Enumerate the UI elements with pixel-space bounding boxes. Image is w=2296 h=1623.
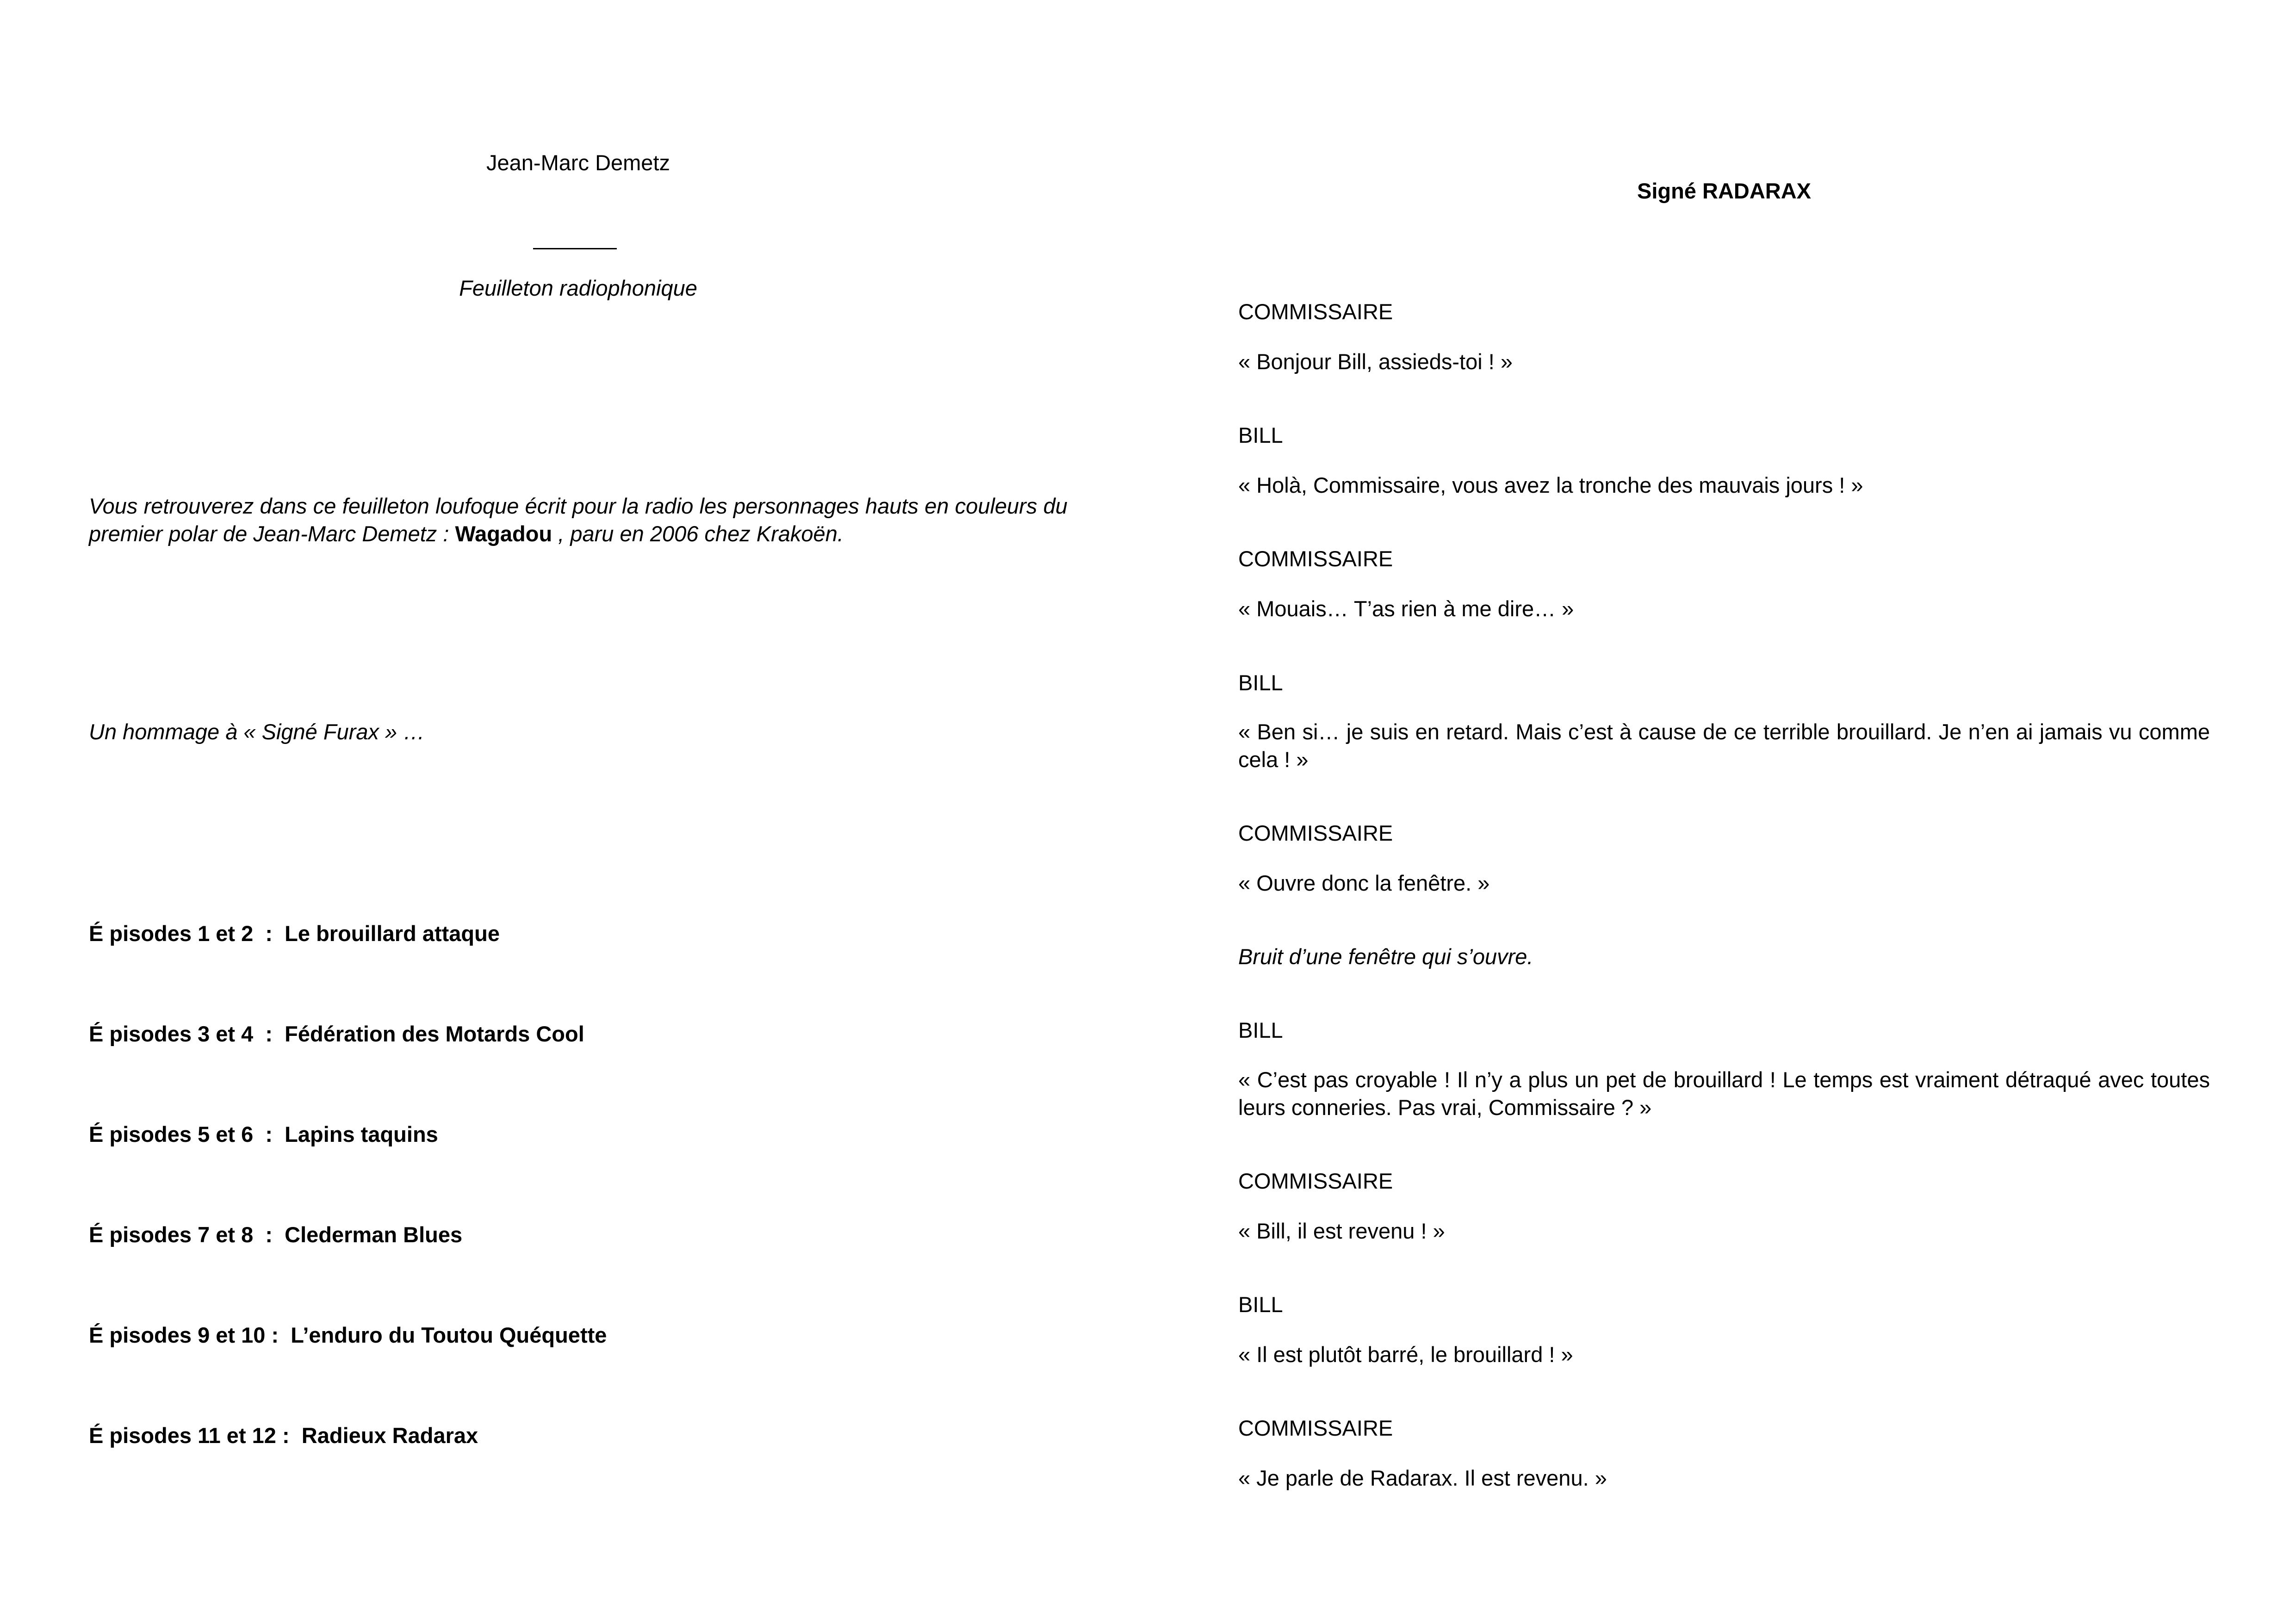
- episode-item: [89, 1221, 1014, 1249]
- episode-title: Lapins taquins: [285, 1122, 438, 1146]
- episode-number: É pisodes 7 et 8 :: [89, 1222, 273, 1247]
- dialogue-line: « Bonjour Bill, assieds-toi ! »: [1238, 349, 1513, 374]
- episode-title: Le brouillard attaque: [285, 921, 500, 946]
- speaker-name: BILL: [1238, 670, 1283, 695]
- intro-paragraph: [89, 492, 1067, 548]
- episode-item: [89, 1020, 1014, 1048]
- tribute-line: Un hommage à « Signé Furax » …: [89, 719, 425, 744]
- episode-item: [89, 1422, 1014, 1450]
- dialogue-line: « C’est pas croyable ! Il n’y a plus un pet de brouillard ! Le temps est vraiment détraqué avec toutes leurs conneries. Pas vrai, Commissaire ? »: [1238, 1067, 2210, 1120]
- episode-title: Radieux Radarax: [301, 1423, 478, 1448]
- book-title: Wagadou: [455, 521, 552, 546]
- episode-item: [89, 1321, 1014, 1349]
- speaker-name: BILL: [1238, 423, 1283, 447]
- speaker-name: COMMISSAIRE: [1238, 1169, 1393, 1193]
- speaker-name: COMMISSAIRE: [1238, 1416, 1393, 1440]
- episode-number: É pisodes 5 et 6 :: [89, 1122, 273, 1146]
- dialogue-line: « Holà, Commissaire, vous avez la tronche des mauvais jours ! »: [1238, 473, 1863, 497]
- intro-text-after: , paru en 2006 chez Krakoën.: [552, 521, 844, 546]
- episode-item: [89, 920, 1014, 948]
- speaker-name: BILL: [1238, 1292, 1283, 1317]
- dialogue-line: « Ouvre donc la fenêtre. »: [1238, 871, 1490, 895]
- separator-rule: [533, 248, 617, 249]
- author-name: Jean-Marc Demetz: [486, 150, 670, 175]
- dialogue-line: « Il est plutôt barré, le brouillard ! »: [1238, 1342, 1573, 1367]
- script-title: Signé RADARAX: [1637, 179, 1812, 203]
- genre-subtitle: Feuilleton radiophonique: [459, 276, 697, 300]
- episode-number: É pisodes 9 et 10 :: [89, 1323, 279, 1347]
- dialogue-line: « Bill, il est revenu ! »: [1238, 1219, 1445, 1243]
- dialogue-line: « Je parle de Radarax. Il est revenu. »: [1238, 1466, 1607, 1490]
- stage-direction: Bruit d’une fenêtre qui s’ouvre.: [1238, 944, 1533, 969]
- dialogue-line: « Mouais… T’as rien à me dire… »: [1238, 596, 1574, 621]
- speaker-name: COMMISSAIRE: [1238, 546, 1393, 571]
- episode-title: Clederman Blues: [285, 1222, 463, 1247]
- episode-item: [89, 1121, 1014, 1148]
- episode-title: L’enduro du Toutou Quéquette: [291, 1323, 607, 1347]
- episode-number: É pisodes 11 et 12 :: [89, 1423, 290, 1448]
- speaker-name: COMMISSAIRE: [1238, 299, 1393, 324]
- episode-number: É pisodes 3 et 4 :: [89, 1022, 273, 1046]
- speaker-name: BILL: [1238, 1018, 1283, 1042]
- dialogue-line: « Ben si… je suis en retard. Mais c’est à cause de ce terrible brouillard. Je n’en ai jamais vu comme cela ! »: [1238, 719, 2210, 772]
- speaker-name: COMMISSAIRE: [1238, 821, 1393, 845]
- episode-number: É pisodes 1 et 2 :: [89, 921, 273, 946]
- episode-title: Fédération des Motards Cool: [285, 1022, 584, 1046]
- intro-text-before: Vous retrouverez dans ce feuilleton loufoque écrit pour la radio les personnages hauts en couleurs du premier polar de Jean-Marc Demetz :: [89, 494, 1067, 546]
